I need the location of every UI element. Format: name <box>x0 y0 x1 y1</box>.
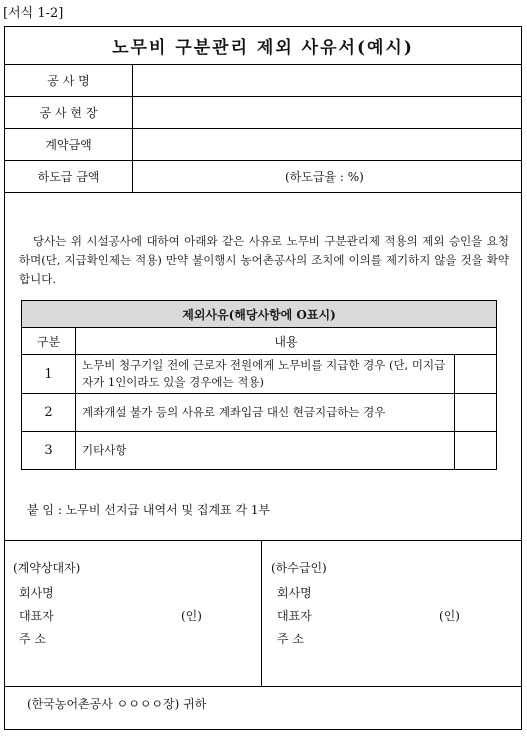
column-header-content: 내용 <box>76 328 497 355</box>
info-value-contract-amount <box>133 129 521 160</box>
check-cell[interactable] <box>455 432 497 470</box>
subcontractor-representative-row <box>271 605 511 628</box>
contractor-company-label: 회사명 <box>19 586 54 600</box>
subcontractor-heading: (하수급인) <box>271 561 327 575</box>
form-container <box>4 26 522 730</box>
subcontractor-seal-mark: (인) <box>439 609 460 623</box>
section-divider <box>5 686 521 687</box>
subcontract-rate-text: (하도급율 : %) <box>285 170 364 184</box>
check-cell[interactable] <box>455 394 497 432</box>
info-label-project-name: 공 사 명 <box>5 65 133 96</box>
exclusion-reason-table <box>21 300 497 470</box>
info-label-subcontract-amount: 하도급 금액 <box>5 161 133 192</box>
contractor-representative-label: 대표자 <box>19 609 54 623</box>
info-row-project-name <box>5 65 521 97</box>
subcontractor-block <box>271 557 511 651</box>
request-statement: 당사는 위 시설공사에 대하여 아래와 같은 사유로 노무비 구분관리제 적용의 제외 승인을 요청하며(단, 지급확인제는 적용) 만약 불이행시 농어촌공사의 조치에 이의를 제기하지 않을 것을 확약합니다. <box>19 234 509 286</box>
subcontractor-address-label: 주 소 <box>277 632 304 646</box>
row-number: 3 <box>22 432 76 470</box>
contractor-address-label: 주 소 <box>19 632 46 646</box>
table-row <box>22 432 497 470</box>
row-number: 1 <box>22 355 76 394</box>
subcontractor-company-label: 회사명 <box>277 586 312 600</box>
row-content: 기타사항 <box>76 432 455 470</box>
contractor-heading: (계약상대자) <box>13 561 81 575</box>
info-row-subcontract-amount <box>5 161 521 193</box>
document-title: 노무비 구분관리 제외 사유서(예시) <box>5 27 521 65</box>
contractor-seal-mark: (인) <box>181 609 202 623</box>
subcontractor-representative-label: 대표자 <box>277 609 312 623</box>
row-content: 계좌개설 불가 등의 사유로 계좌입금 대신 현금지급하는 경우 <box>76 394 455 432</box>
table-row <box>22 355 497 394</box>
attachment-note: 붙 임 : 노무비 선지급 내역서 및 집계표 각 1부 <box>27 503 271 517</box>
info-value-subcontract-amount <box>133 161 521 192</box>
row-number: 2 <box>22 394 76 432</box>
info-value-project-site <box>133 97 521 128</box>
section-divider <box>5 540 521 541</box>
parties-divider <box>261 540 262 686</box>
addressee-line: (한국농어촌공사 ㅇㅇㅇㅇ장) 귀하 <box>27 697 207 711</box>
table-row <box>22 394 497 432</box>
exclusion-table-header: 제외사유(해당사항에 O표시) <box>22 301 497 328</box>
row-content: 노무비 청구기일 전에 근로자 전원에게 노무비를 지급한 경우 (단, 미지급자가 1인이라도 있을 경우에는 적용) <box>76 355 455 394</box>
contractor-representative-row <box>13 605 253 628</box>
info-value-project-name <box>133 65 521 96</box>
info-row-project-site <box>5 97 521 129</box>
info-row-contract-amount <box>5 129 521 161</box>
info-label-project-site: 공 사 현 장 <box>5 97 133 128</box>
column-header-number: 구분 <box>22 328 76 355</box>
form-number-label: [서식 1-2] <box>3 6 64 21</box>
info-label-contract-amount: 계약금액 <box>5 129 133 160</box>
check-cell[interactable] <box>455 355 497 394</box>
contractor-block <box>13 557 253 651</box>
